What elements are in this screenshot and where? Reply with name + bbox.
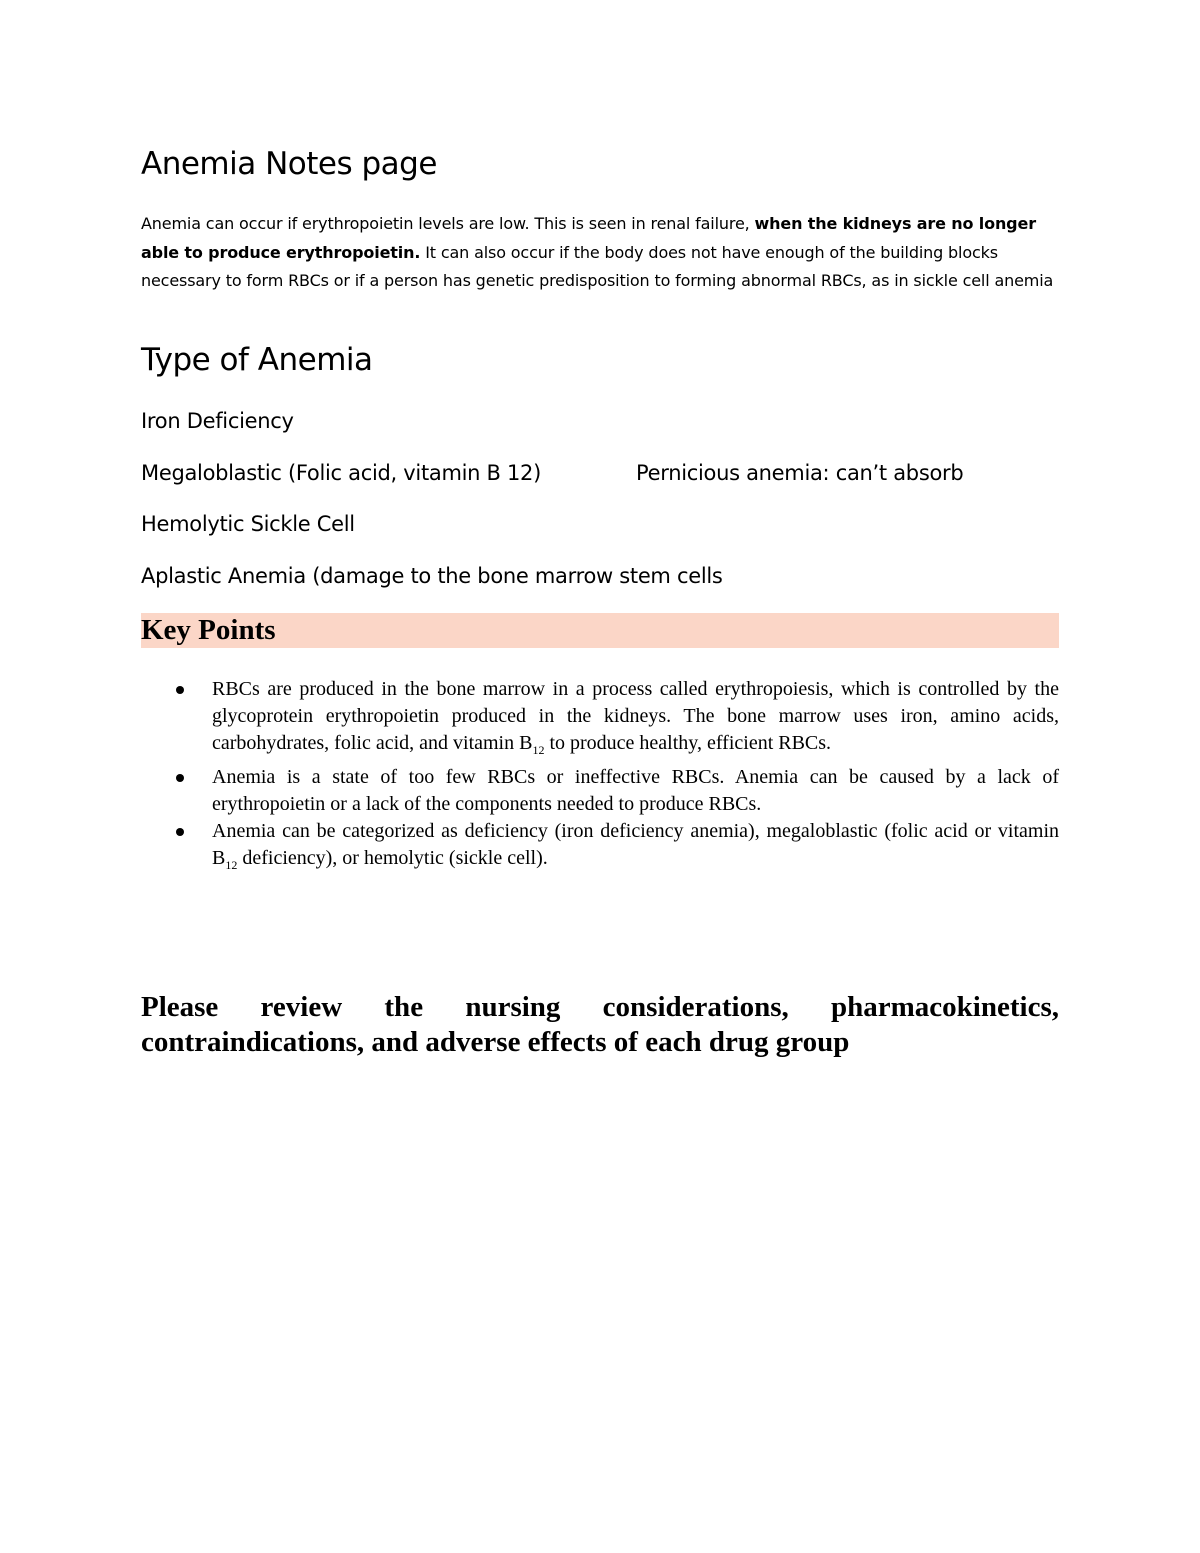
intro-bold-text: when the kidneys are no longer able to produce erythropoietin. [141,214,1036,262]
bullet-icon [176,774,184,782]
key-point-item [141,818,1059,879]
type-of-anemia-heading: Type of Anemia [141,342,373,378]
key-points-list [141,676,1059,879]
anemia-type-pernicious: Pernicious anemia: can’t absorb [636,461,964,485]
subscript: 12 [225,858,238,872]
intro-text-2: It can also occur if the body does not have enough of the building blocks necessary to form RBCs or if a person has genetic predisposition to forming abnormal RBCs, as in sickle cell anemia [141,242,1054,290]
key-point-text: Anemia is a state of too few RBCs or ineffective RBCs. Anemia can be caused by a lack of erythropoietin or a lack of the components needed to produce RBCs. [212,766,1059,815]
subscript: 12 [532,743,545,757]
key-point-text: RBCs are produced in the bone marrow in a process called erythropoiesis, which is controlled by the glycoprotein erythropoietin produced in the kidneys. The bone marrow uses iron, amino acids, carbohydrates, folic acid, and vitamin B [212,678,1059,754]
anemia-type-megaloblastic-row [141,461,964,485]
key-points-heading: Key Points [141,613,1059,648]
key-point-text: to produce healthy, efficient RBCs. [544,732,832,754]
key-point-item [141,676,1059,764]
intro-text-1: Anemia can occur if erythropoietin levels are low. This is seen in renal failure, [141,214,755,233]
anemia-type-hemolytic: Hemolytic Sickle Cell [141,512,355,536]
intro-paragraph [141,210,1059,296]
anemia-type-iron: Iron Deficiency [141,409,294,433]
key-point-text: Anemia can be categorized as deficiency (iron deficiency anemia), megaloblastic (folic acid or vitamin B [212,820,1059,869]
anemia-type-aplastic: Aplastic Anemia (damage to the bone marrow stem cells [141,564,723,588]
bullet-icon [176,828,184,836]
key-point-item [141,764,1059,818]
review-instruction: Please review the nursing considerations, pharmacokinetics, contraindications, and adverse effects of each drug group [141,991,1059,1058]
bullet-icon [176,686,184,694]
anemia-type-megaloblastic: Megaloblastic (Folic acid, vitamin B 12) [141,461,542,485]
key-point-text: deficiency), or hemolytic (sickle cell). [237,847,548,869]
page-title: Anemia Notes page [141,146,437,182]
